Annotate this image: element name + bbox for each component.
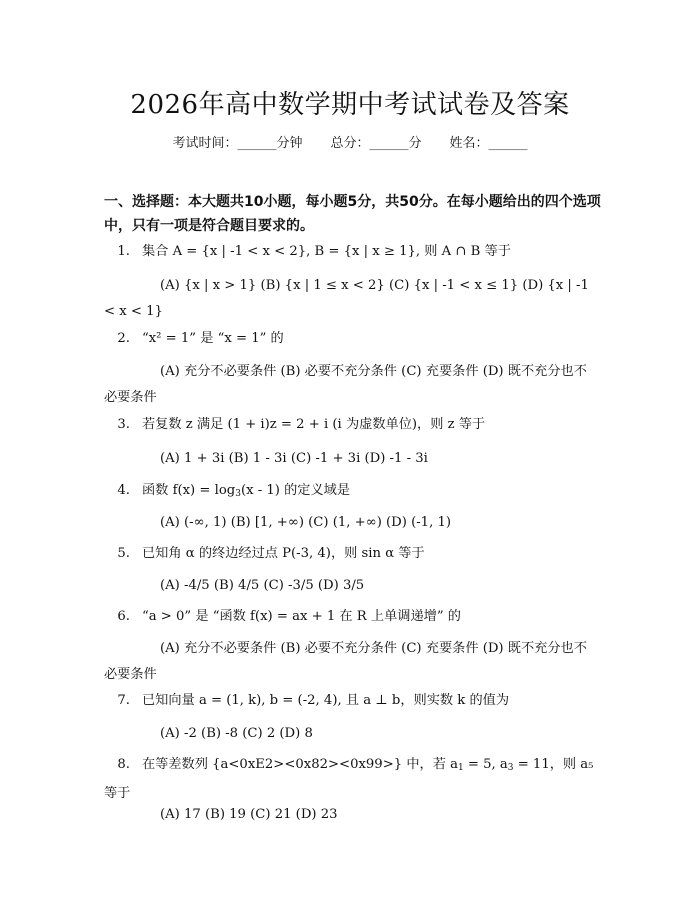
section-heading: 一、选择题：本大题共10小题，每小题5分，共50分。在每小题给出的四个选项中，只有一项是符合题目要求的。 <box>104 194 601 234</box>
question-3 <box>104 412 604 438</box>
question-4-options <box>104 510 600 536</box>
question-4 <box>104 478 604 507</box>
question-2 <box>104 326 604 352</box>
question-number: 8. <box>117 757 130 772</box>
log-base: 3 <box>235 489 241 499</box>
options-text: (A) -2 (B) -8 (C) 2 (D) 8 <box>160 726 313 741</box>
question-5 <box>104 541 604 567</box>
options-text: (A) 充分不必要条件 (B) 必要不充分条件 (C) 充要条件 (D) 既不充分也不必要条件 <box>104 364 587 405</box>
question-text-a: 在等差数列 {a<0xE2><0x82><0x99>} 中，若 a <box>142 757 458 772</box>
question-text: “a > 0” 是 “函数 f(x) = ax + 1 在 R 上单调递增” 的 <box>142 609 461 624</box>
options-text: (A) -4/5 (B) 4/5 (C) -3/5 (D) 3/5 <box>160 578 365 593</box>
question-text-b: = 5, a <box>463 757 508 772</box>
question-text: “x² = 1” 是 “x = 1” 的 <box>142 331 284 346</box>
question-3-options <box>104 446 600 472</box>
question-5-options <box>104 573 600 599</box>
question-6 <box>104 604 604 630</box>
question-number: 4. <box>117 483 130 498</box>
options-text: (A) {x | x > 1} (B) {x | 1 ≤ x < 2} (C) {x | -1 < x ≤ 1} (D) {x | -1 < x < 1} <box>104 278 589 319</box>
question-6-options <box>104 636 600 688</box>
time-label: 考试时间： <box>172 136 238 151</box>
question-8-options <box>104 802 600 828</box>
subscript-1: 1 <box>457 763 464 773</box>
question-number: 1. <box>117 244 130 259</box>
question-number: 3. <box>117 417 130 432</box>
options-text: (A) 1 + 3i (B) 1 - 3i (C) -1 + 3i (D) -1 - 3i <box>160 451 428 466</box>
question-text-c: = 11，则 a₅ 等于 <box>104 757 594 801</box>
question-text: 已知角 α 的终边经过点 P(-3, 4)，则 sin α 等于 <box>142 546 425 561</box>
score-unit: 分 <box>408 136 422 151</box>
score-label: 总分： <box>330 136 370 151</box>
question-number: 2. <box>117 331 130 346</box>
score-blank: ______ <box>369 136 409 151</box>
question-number: 5. <box>117 546 130 561</box>
question-text: 集合 A = {x | -1 < x < 2}, B = {x | x ≥ 1}, 则 A ∩ B 等于 <box>142 244 511 259</box>
question-number: 7. <box>117 693 130 708</box>
time-blank: ______ <box>237 136 277 151</box>
question-8 <box>104 752 604 807</box>
question-text: 已知向量 a = (1, k), b = (-2, 4), 且 a ⊥ b，则实数 k 的值为 <box>142 693 510 708</box>
question-1-options <box>104 273 600 325</box>
question-7 <box>104 688 604 714</box>
options-text: (A) (-∞, 1) (B) [1, +∞) (C) (1, +∞) (D) (-1, 1) <box>160 515 451 530</box>
question-text-pre: 函数 f(x) = log <box>142 483 236 498</box>
question-1 <box>104 239 604 265</box>
subscript-3: 3 <box>507 763 514 773</box>
exam-info <box>0 132 700 151</box>
page-title: 2026年高中数学期中考试试卷及答案 <box>130 90 570 120</box>
question-2-options <box>104 359 600 411</box>
time-unit: 分钟 <box>276 136 303 151</box>
name-blank: ______ <box>488 136 528 151</box>
options-text: (A) 17 (B) 19 (C) 21 (D) 23 <box>160 807 338 822</box>
question-text-post: (x - 1) 的定义域是 <box>240 483 351 498</box>
name-label: 姓名： <box>449 136 489 151</box>
question-text: 若复数 z 满足 (1 + i)z = 2 + i (i 为虚数单位)，则 z 等于 <box>142 417 486 432</box>
question-7-options <box>104 721 600 747</box>
options-text: (A) 充分不必要条件 (B) 必要不充分条件 (C) 充要条件 (D) 既不充分也不必要条件 <box>104 641 587 682</box>
question-number: 6. <box>117 609 130 624</box>
